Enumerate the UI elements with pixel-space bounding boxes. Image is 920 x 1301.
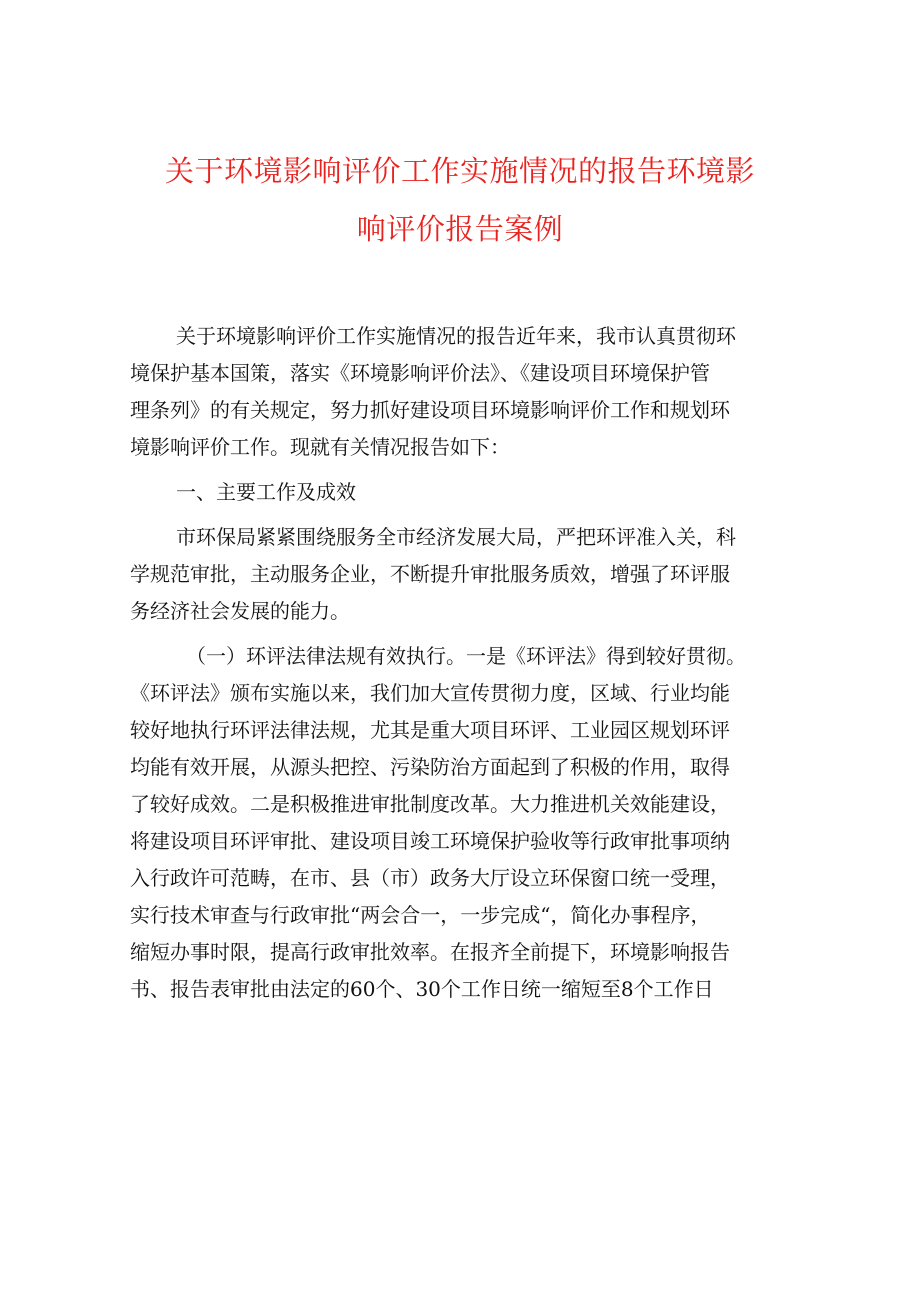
paragraph-line: 入行政许可范畴，在市、县（市）政务大厅设立环保窗口统一受理， bbox=[130, 866, 730, 890]
paragraph-line: 实行技术审查与行政审批“两会合一，一步完成“，简化办事程序， bbox=[130, 903, 711, 927]
paragraph-line: 均能有效开展，从源头把控、污染防治方面起到了积极的作用，取得 bbox=[130, 755, 730, 779]
paragraph-line: 市环保局紧紧围绕服务全市经济发展大局，严把环评准入关，科 bbox=[176, 525, 736, 549]
paragraph-line: 境影响评价工作。现就有关情况报告如下： bbox=[130, 435, 510, 459]
paragraph-line: 缩短办事时限，提高行政审批效率。在报齐全前提下，环境影响报告 bbox=[130, 940, 730, 964]
paragraph-line: 理条列》的有关规定，努力抓好建设项目环境影响评价工作和规划环 bbox=[130, 398, 730, 422]
paragraph-section-one bbox=[130, 638, 790, 1008]
paragraph-line: 书、报告表审批由法定的60个、30个工作日统一缩短至8个工作日 bbox=[130, 977, 714, 1001]
paragraph-line: 较好地执行环评法律法规，尤其是重大项目环评、工业园区规划环评 bbox=[130, 718, 730, 742]
document-body bbox=[130, 318, 790, 1008]
title-line-2: 响评价报告案例 bbox=[356, 212, 564, 246]
paragraph-overview bbox=[130, 519, 790, 630]
paragraph-line: 将建设项目环评审批、建设项目竣工环境保护验收等行政审批事项纳 bbox=[130, 829, 730, 853]
paragraph-line: 《环评法》颁布实施以来，我们加大宣传贯彻力度，区域、行业均能 bbox=[130, 681, 730, 705]
title-line-1: 关于环境影响评价工作实施情况的报告环境影 bbox=[164, 154, 755, 188]
paragraph-intro bbox=[130, 318, 790, 466]
paragraph-line: 务经济社会发展的能力。 bbox=[130, 599, 350, 623]
section-heading: 一、主要工作及成效 bbox=[176, 480, 356, 504]
paragraph-line: 境保护基本国策，落实《环境影响评价法》、《建设项目环境保护管 bbox=[130, 361, 710, 385]
document-title bbox=[120, 142, 800, 258]
paragraph-line: 学规范审批，主动服务企业，不断提升审批服务质效，增强了环评服 bbox=[130, 562, 730, 586]
section-heading-main-work bbox=[130, 474, 790, 511]
paragraph-line: 关于环境影响评价工作实施情况的报告近年来，我市认真贯彻环 bbox=[176, 324, 736, 348]
paragraph-line: （一）环评法律法规有效执行。一是《环评法》得到较好贯彻。 bbox=[186, 644, 746, 668]
paragraph-line: 了较好成效。二是积极推进审批制度改革。大力推进机关效能建设， bbox=[130, 792, 730, 816]
